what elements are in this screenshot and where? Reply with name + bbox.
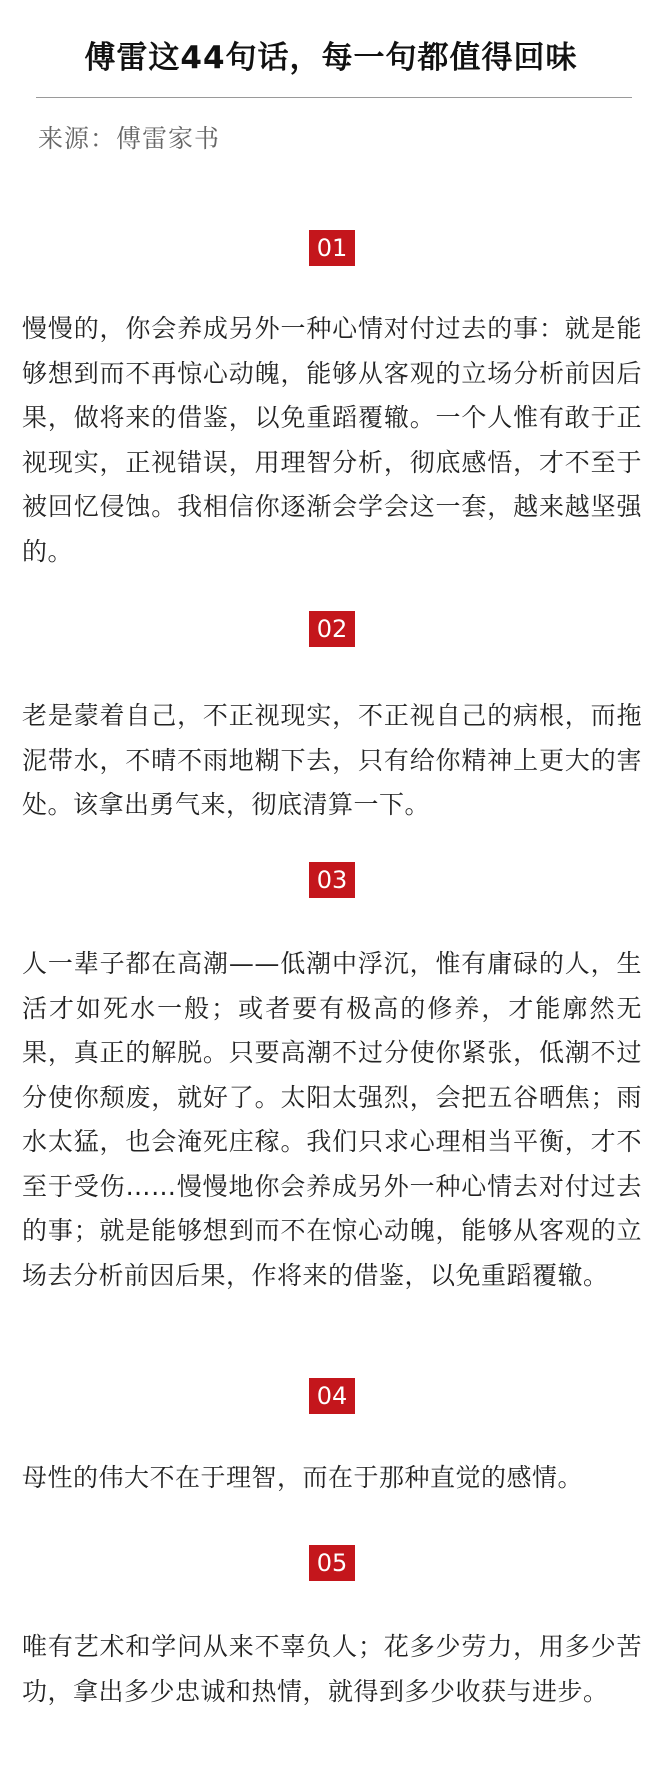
section-paragraph: 母性的伟大不在于理智，而在于那种直觉的感情。 [22,1463,584,1492]
section-number-badge: 02 [309,611,355,647]
section-paragraph: 人一辈子都在高潮——低潮中浮沉，惟有庸碌的人，生活才如死水一般；或者要有极高的修养，才能廓然无果，真正的解脱。只要高潮不过分使你紧张，低潮不过分使你颓废，就好了。太阳太强烈，会把五谷晒焦；雨水太猛，也会淹死庄稼。我们只求心理相当平衡，才不至于受伤……慢慢地你会养成另外一种心情去对付过去的事；就是能够想到而不在惊心动魄，能够从客观的立场去分析前因后果，作将来的借鉴，以免重蹈覆辙。 [22,949,642,1290]
section-paragraph: 慢慢的，你会养成另外一种心情对付过去的事：就是能够想到而不再惊心动魄，能够从客观的立场分析前因后果，做将来的借鉴，以免重蹈覆辙。一个人惟有敢于正视现实，正视错误，用理智分析，彻底感悟，才不至于被回忆侵蚀。我相信你逐渐会学会这一套，越来越坚强的。 [22,314,642,566]
section-number-badge: 04 [309,1378,355,1414]
article-title: 傅雷这44句话，每一句都值得回味 [84,40,578,76]
article-source: 来源：傅雷家书 [38,124,221,153]
section-paragraph: 唯有艺术和学问从来不辜负人；花多少劳力，用多少苦功，拿出多少忠诚和热情，就得到多少收获与进步。 [22,1632,642,1706]
section-paragraph: 老是蒙着自己，不正视现实，不正视自己的病根，而拖泥带水，不晴不雨地糊下去，只有给你精神上更大的害处。该拿出勇气来，彻底清算一下。 [22,701,642,819]
section-number-badge: 03 [309,862,355,898]
section-number-badge: 05 [309,1545,355,1581]
title-divider [36,97,632,98]
section-number-badge: 01 [309,230,355,266]
